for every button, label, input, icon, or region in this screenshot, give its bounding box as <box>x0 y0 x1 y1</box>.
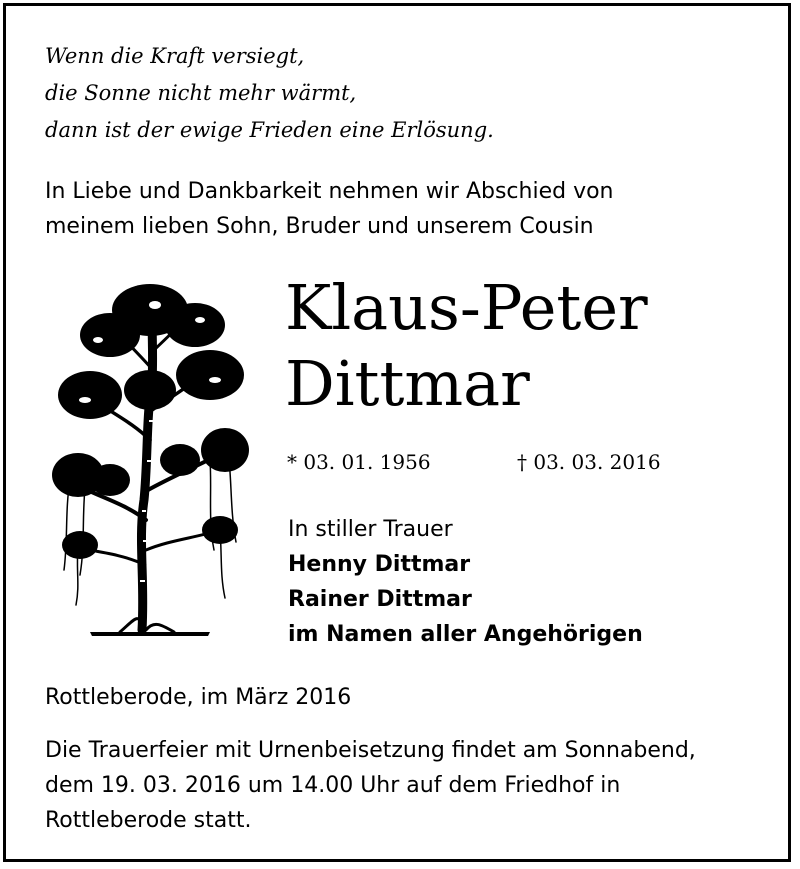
mourners-heading: In stiller Trauer <box>288 517 453 542</box>
birch-tree-icon <box>50 280 250 650</box>
intro-line: meinem lieben Sohn, Bruder und unserem Cousin <box>45 214 594 239</box>
mourner-name: Henny Dittmar <box>288 552 471 577</box>
death-date: † 03. 03. 2016 <box>517 450 661 474</box>
mourner-name: Rainer Dittmar <box>288 587 472 612</box>
life-dates <box>287 446 661 478</box>
mourner-name: im Namen aller Angehörigen <box>288 622 643 647</box>
funeral-notice <box>45 733 696 838</box>
deceased-name <box>285 270 648 422</box>
birth-date: * 03. 01. 1956 <box>287 450 431 474</box>
deceased-first-name: Klaus-Peter <box>285 271 648 344</box>
intro-line: In Liebe und Dankbarkeit nehmen wir Abschied von <box>45 179 614 204</box>
funeral-notice-line: dem 19. 03. 2016 um 14.00 Uhr auf dem Friedhof in <box>45 773 621 798</box>
funeral-notice-line: Rottleberode statt. <box>45 808 252 833</box>
mourners <box>288 512 643 652</box>
poem-line: die Sonne nicht mehr wärmt, <box>45 81 357 105</box>
intro-text <box>45 174 614 244</box>
deceased-last-name: Dittmar <box>285 347 530 420</box>
poem-line: dann ist der ewige Frieden eine Erlösung. <box>45 118 494 142</box>
poem <box>45 38 494 149</box>
funeral-notice-line: Die Trauerfeier mit Urnenbeisetzung findet am Sonnabend, <box>45 738 696 763</box>
poem-line: Wenn die Kraft versiegt, <box>45 44 305 68</box>
place-date: Rottleberode, im März 2016 <box>45 685 352 710</box>
